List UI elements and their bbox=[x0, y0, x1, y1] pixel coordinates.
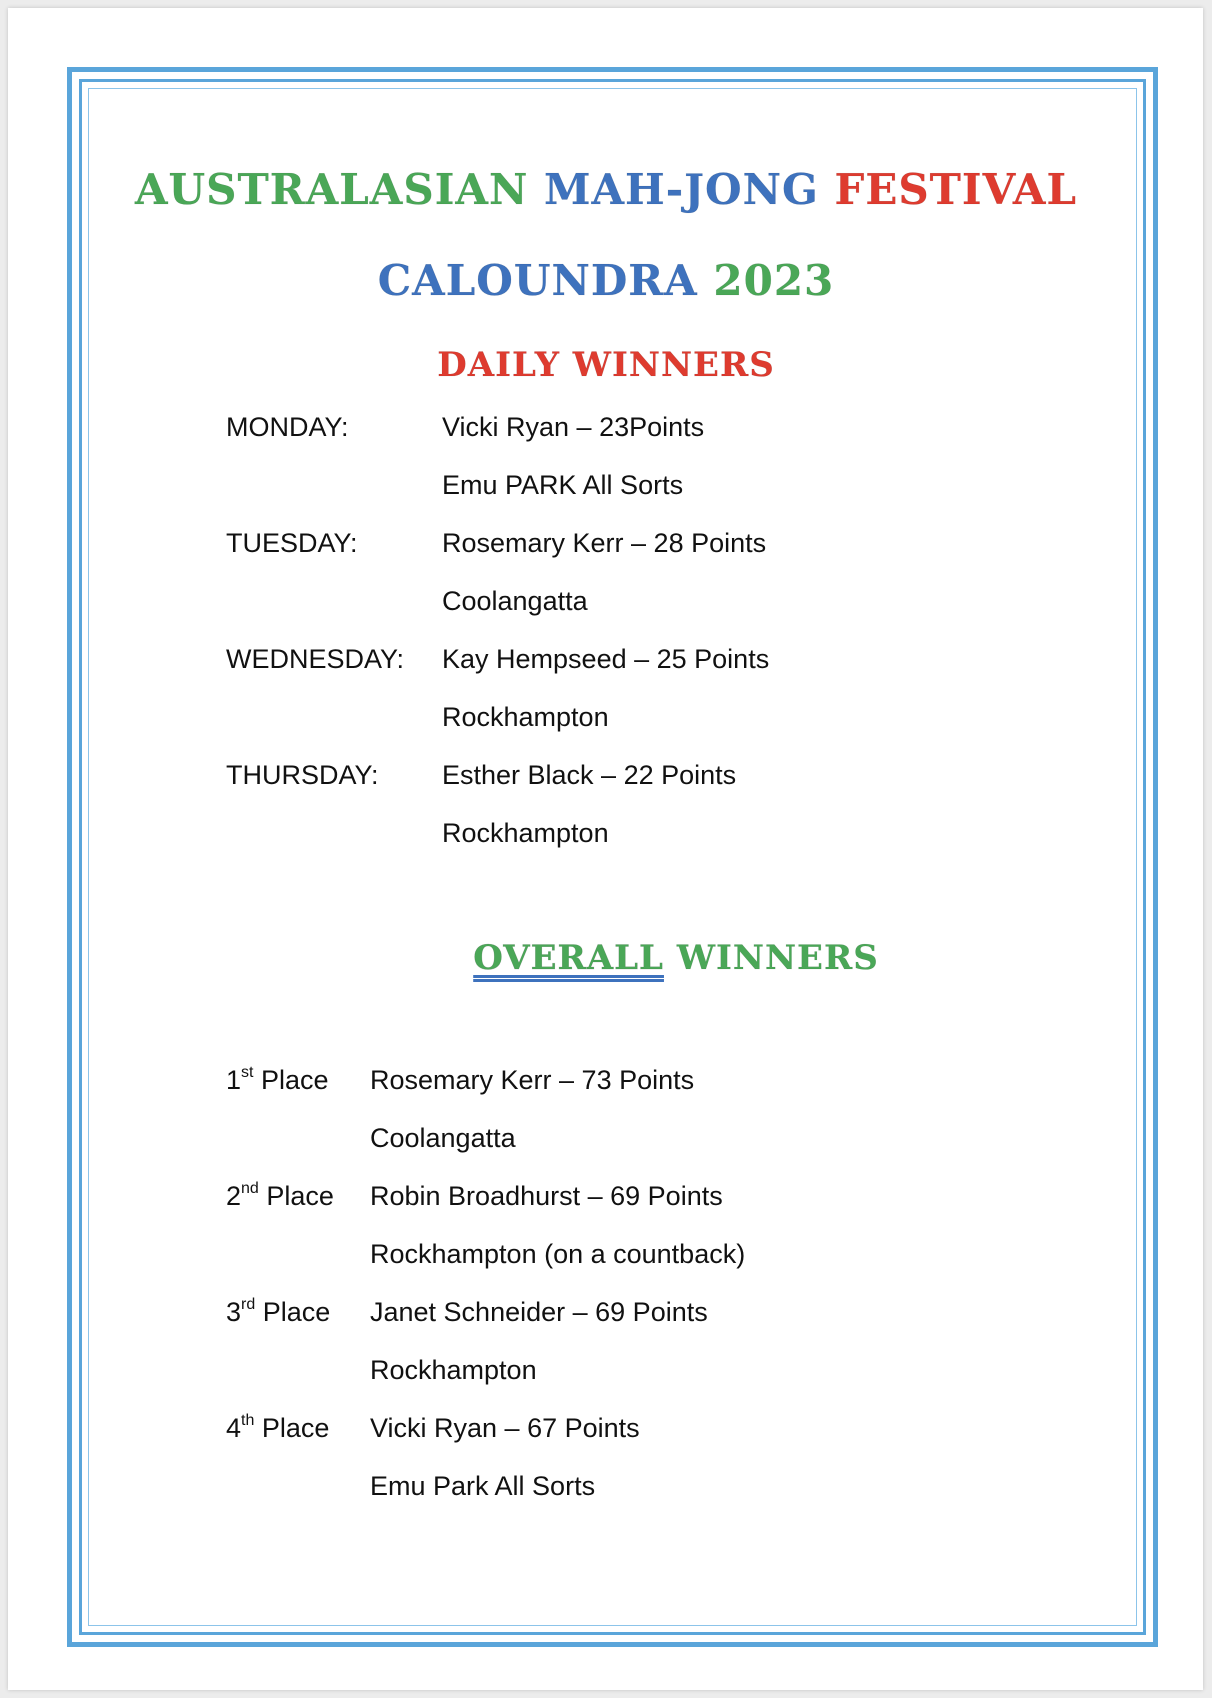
daily-club-thursday: Rockhampton bbox=[442, 818, 609, 848]
overall-heading-word-1: OVERALL bbox=[473, 938, 664, 978]
overall-place-2 bbox=[226, 1181, 334, 1212]
overall-heading-word-2: WINNERS bbox=[676, 938, 879, 978]
daily-winners-heading-text: DAILY WINNERS bbox=[437, 345, 775, 385]
daily-club-tuesday: Coolangatta bbox=[442, 586, 588, 616]
overall-winners-heading bbox=[70, 938, 1212, 978]
page-border-inner bbox=[79, 79, 1146, 1635]
daily-winner-monday: Vicki Ryan – 23Points bbox=[442, 412, 705, 442]
page-border-inner-line bbox=[88, 88, 1137, 1626]
daily-day-thursday: THURSDAY: bbox=[226, 760, 379, 790]
overall-place-4 bbox=[226, 1413, 329, 1444]
title-year: 2023 bbox=[713, 256, 835, 305]
title-line-1 bbox=[0, 165, 1212, 214]
title-line-2 bbox=[0, 256, 1212, 305]
title-word-mahjong: MAH-JONG bbox=[543, 165, 819, 214]
place-suffix: th bbox=[241, 1412, 255, 1429]
overall-club-1: Coolangatta bbox=[370, 1123, 516, 1153]
place-number: 2 bbox=[226, 1181, 242, 1211]
daily-winner-tuesday: Rosemary Kerr – 28 Points bbox=[442, 528, 767, 558]
place-label: Place bbox=[262, 1297, 331, 1327]
place-number: 1 bbox=[226, 1065, 242, 1095]
title-word-caloundra: CALOUNDRA bbox=[377, 256, 698, 305]
title-word-australasian: AUSTRALASIAN bbox=[134, 165, 529, 214]
overall-place-3 bbox=[226, 1297, 330, 1328]
overall-place-1 bbox=[226, 1065, 329, 1096]
place-suffix: st bbox=[241, 1064, 254, 1081]
place-number: 3 bbox=[226, 1297, 242, 1327]
overall-club-3: Rockhampton bbox=[370, 1355, 537, 1385]
daily-club-wednesday: Rockhampton bbox=[442, 702, 609, 732]
daily-day-tuesday: TUESDAY: bbox=[226, 528, 358, 558]
place-label: Place bbox=[261, 1413, 330, 1443]
overall-winner-3: Janet Schneider – 69 Points bbox=[370, 1297, 708, 1327]
place-number: 4 bbox=[226, 1413, 242, 1443]
daily-club-monday: Emu PARK All Sorts bbox=[442, 470, 684, 500]
daily-day-monday: MONDAY: bbox=[226, 412, 349, 442]
daily-winner-thursday: Esther Black – 22 Points bbox=[442, 760, 737, 790]
daily-winners-heading bbox=[0, 345, 1212, 385]
place-label: Place bbox=[261, 1065, 329, 1095]
title-word-festival: FESTIVAL bbox=[834, 165, 1078, 214]
overall-club-2: Rockhampton (on a countback) bbox=[370, 1239, 746, 1269]
overall-winner-1: Rosemary Kerr – 73 Points bbox=[370, 1065, 695, 1095]
place-suffix: rd bbox=[241, 1296, 256, 1313]
daily-day-wednesday: WEDNESDAY: bbox=[226, 644, 405, 674]
overall-winner-4: Vicki Ryan – 67 Points bbox=[370, 1413, 640, 1443]
place-suffix: nd bbox=[241, 1180, 259, 1197]
daily-winner-wednesday: Kay Hempseed – 25 Points bbox=[442, 644, 770, 674]
overall-club-4: Emu Park All Sorts bbox=[370, 1471, 596, 1501]
overall-winner-2: Robin Broadhurst – 69 Points bbox=[370, 1181, 723, 1211]
place-label: Place bbox=[266, 1181, 334, 1211]
